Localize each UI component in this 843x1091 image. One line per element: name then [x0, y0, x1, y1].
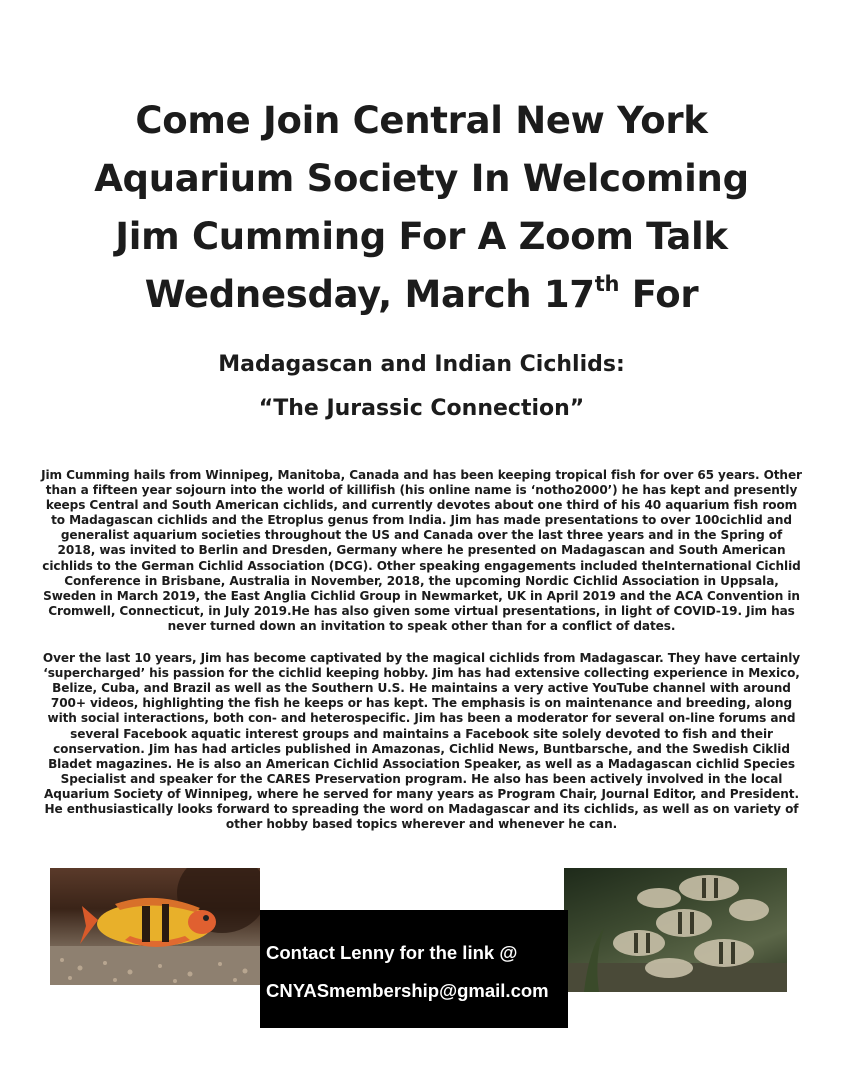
contact-box	[260, 910, 568, 1028]
headline-for: For	[619, 273, 699, 316]
bio-paragraph-2: Over the last 10 years, Jim has become captivated by the magical cichlids from Madagascar. They have certainly ‘supercharged’ his passion for the cichlid keeping hobby. Jim has had extensive collecting experience in Mexico, Belize, Cuba, and Brazil as well as the Southern U.S. He maintains a very active YouTube channel with around 700+ videos, highlighting the fish he keeps or has kept. The emphasis is on maintenance and breeding, along with social interactions, both con- and heterospecific. Jim has been a moderator for several on-line forums and several Facebook aquatic interest groups and maintains a Facebook site solely devoted to fish and their conservation. Jim has had articles published in Amazonas, Cichlid News, Buntbarsche, and the Swedish Ciklid Bladet magazines. He is also an American Cichlid Association Speaker, as well as a Madagascan cichlid Species Specialist and speaker for the CARES Preservation program. He also has been actively involved in the local Aquarium Society of Winnipeg, where he served for many years as Program Chair, Journal Editor, and President. He enthusiastically looks forward to spreading the word on Madagascar and its cichlids, as well as on variety of other hobby based topics wherever and whenever he can.	[42, 651, 801, 832]
headline-line-3: Jim Cumming For A Zoom Talk	[115, 215, 728, 258]
headline-line-4	[0, 266, 843, 324]
contact-line: Contact Lenny for the link @	[266, 942, 518, 963]
cichlid-group-image	[564, 868, 787, 992]
cichlid-photo-right	[564, 868, 787, 992]
orange-cichlid-image	[50, 868, 260, 985]
talk-title-block	[0, 343, 843, 431]
flyer-headline	[0, 92, 843, 324]
bio-paragraph-1: Jim Cumming hails from Winnipeg, Manitoba, Canada and has been keeping tropical fish for over 65 years. Other than a fifteen year sojourn into the world of killifish (his online name is ‘notho2000’) he has kept and presently keeps Central and South American cichlids, and currently devotes about one third of his 40 aquarium fish room to Madagascan cichlids and the Etroplus genus from India. Jim has made presentations to over 100cichlid and generalist aquarium societies throughout the US and Canada over the last three years and in the Spring of 2018, was invited to Berlin and Dresden, Germany where he presented on Madagascan and South American cichlids to the German Cichlid Association (DCG). Other speaking engagements included theInternational Cichlid Conference in Brisbane, Australia in November, 2018, the upcoming Nordic Cichlid Association in Uppsala, Sweden in March 2019, the East Anglia Cichlid Group in Newmarket, UK in April 2019 and the ACA Convention in Cromwell, Connecticut, in July 2019.He has also given some virtual presentations, in light of COVID-19. Jim has never turned down an invitation to speak other than for a conflict of dates.	[41, 468, 802, 633]
headline-date: Wednesday, March 17	[144, 273, 595, 316]
headline-date-suffix: th	[594, 272, 620, 296]
speaker-bio	[40, 468, 803, 849]
contact-email[interactable]: CNYASmembership@gmail.com	[266, 980, 549, 1001]
talk-title: Madagascan and Indian Cichlids:	[218, 352, 625, 377]
talk-subtitle: “The Jurassic Connection”	[258, 396, 585, 421]
cichlid-photo-left	[50, 868, 260, 985]
headline-line-1: Come Join Central New York	[135, 99, 708, 142]
headline-line-2: Aquarium Society In Welcoming	[94, 157, 749, 200]
